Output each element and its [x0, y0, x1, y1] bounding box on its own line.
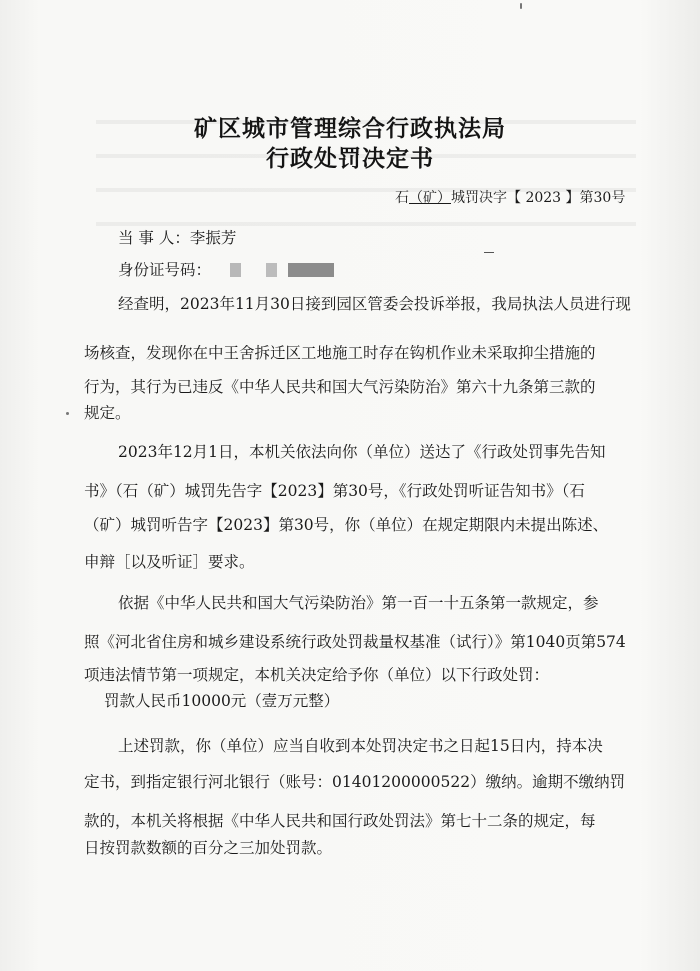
body-line: 场核查，发现你在中王舍拆迁区工地施工时存在钩机作业未采取抑尘措施的 — [84, 344, 596, 362]
id-redaction-3 — [288, 263, 334, 277]
body-line: 款的，本机关将根据《中华人民共和国行政处罚法》第七十二条的规定，每 — [84, 812, 596, 830]
body-line: 照《河北省住房和城乡建设系统行政处罚裁量权基准（试行）》第1040页第574 — [84, 633, 626, 651]
doc-no-suffix: 城罚决字【 2023 】第30号 — [451, 190, 626, 206]
party-name-value: 李振芳 — [189, 229, 237, 247]
body-line: （矿）城罚听告字【2023】第30号，你（单位）在规定期限内未提出陈述、 — [84, 516, 609, 534]
body-line: 规定。 — [84, 404, 131, 422]
id-label: 身份证号码： — [118, 261, 212, 279]
body-line: 行为，其行为已违反《中华人民共和国大气污染防治》第六十九条第三款的 — [84, 378, 596, 396]
scan-speck — [66, 412, 69, 415]
body-line: 2023年12月1日，本机关依法向你（单位）送达了《行政处罚事先告知 — [118, 443, 606, 461]
id-redaction-2 — [266, 263, 277, 277]
body-line: 定书，到指定银行河北银行（账号：01401200000522）缴纳。逾期不缴纳罚 — [84, 773, 626, 791]
party-name-row — [118, 231, 236, 247]
document-number — [395, 187, 625, 207]
stray-mark — [484, 252, 494, 253]
body-line: 项违法情节第一项规定，本机关决定给予你（单位）以下行政处罚： — [84, 666, 550, 684]
body-line: 经查明，2023年11月30日接到园区管委会投诉举报，我局执法人员进行现 — [118, 295, 631, 313]
party-name-label: 当 事 人： — [118, 229, 190, 247]
penalty-amount: 罚款人民币10000元（壹万元整） — [104, 692, 340, 710]
body-line: 书》（石（矿）城罚先告字【2023】第30号，《行政处罚听证告知书》（石 — [84, 482, 585, 500]
doc-no-prefix: 石 — [395, 190, 409, 206]
scan-speck — [520, 3, 522, 9]
doc-no-bracket: （矿） — [409, 190, 451, 206]
body-line: 上述罚款，你（单位）应当自收到本处罚决定书之日起15日内，持本决 — [118, 737, 603, 755]
title-line-2: 行政处罚决定书 — [266, 145, 434, 172]
body-line: 依据《中华人民共和国大气污染防治》第一百一十五条第一款规定，参 — [118, 594, 599, 612]
title-line-1: 矿区城市管理综合行政执法局 — [194, 115, 506, 142]
id-redaction-1 — [230, 263, 241, 277]
body-line: 日按罚款数额的百分之三加处罚款。 — [84, 839, 333, 857]
body-line: 申辩［以及听证］要求。 — [84, 553, 255, 571]
